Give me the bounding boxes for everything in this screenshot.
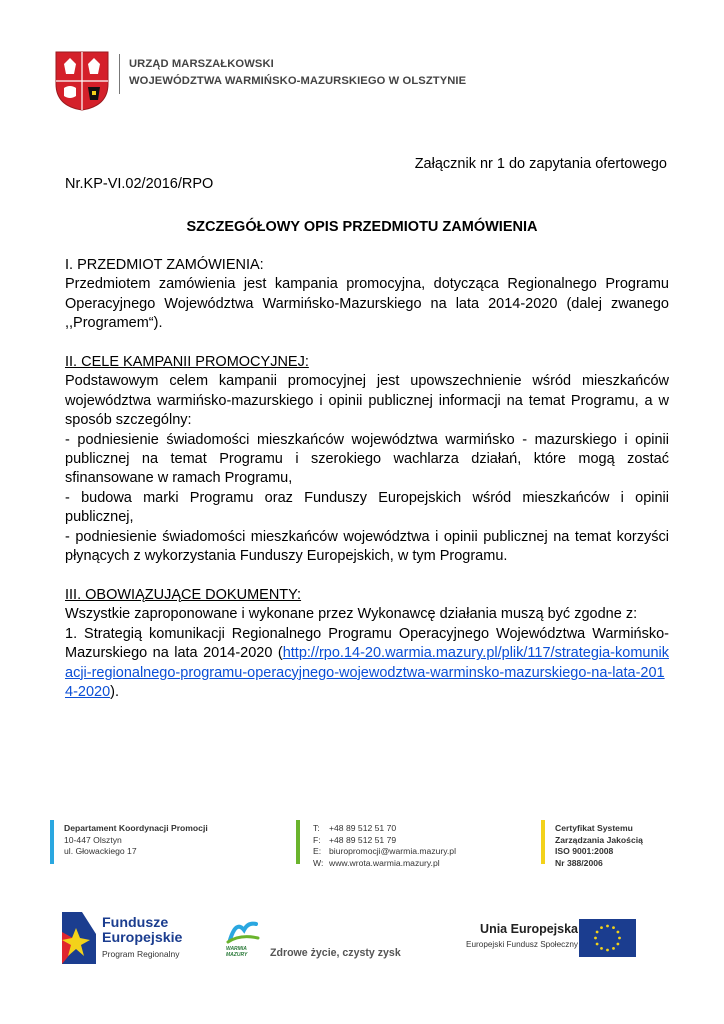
cert-line-1: Certyfikat Systemu — [555, 823, 633, 833]
footer-contact — [313, 823, 456, 869]
fe-star-icon — [62, 912, 98, 964]
footer-accent-bar-yellow — [541, 820, 545, 864]
footer-contact-phone: T: +48 89 512 51 70 — [313, 823, 397, 833]
footer-department-name: Departament Koordynacji Promocji — [64, 823, 208, 833]
section-2-bullet-2: - budowa marki Programu oraz Funduszy Europejskich wśród mieszkańców i opinii publicznej, — [65, 489, 669, 526]
section-3-heading: III. OBOWIĄZUJĄCE DOKUMENTY: — [65, 586, 302, 603]
footer-department — [64, 823, 208, 858]
section-2-bullet-1: - podniesienie świadomości mieszkańców województwa warmińsko - mazurskiego i opinii publicznej na temat Programu i szerokiego wachlarza działań, które mogą zostać sfinansowane w ramach Programu, — [65, 431, 669, 487]
fe-line-1: Fundusze — [102, 915, 169, 931]
section-3-item-1 — [65, 625, 669, 703]
section-2-intro: Podstawowym celem kampanii promocyjnej jest upowszechnienie wśród mieszkańców województwa warmińsko-mazurskiego i opinii publicznej informacji na temat Programu, a w sposób szczególny: — [65, 373, 669, 429]
website-link[interactable]: www.wrota.warmia.mazury.pl — [329, 857, 440, 868]
wm-slogan: Zdrowe życie, czysty zysk — [270, 947, 401, 959]
footer-accent-bar-blue — [50, 820, 54, 864]
cert-line-2: Zarządzania Jakością — [555, 834, 643, 845]
document-content — [65, 256, 669, 702]
warmia-mazury-logo — [222, 918, 412, 968]
footer-accent-bar-green — [296, 820, 300, 864]
section-2-bullet-3: - podniesienie świadomości mieszkańców województwa i opinii publicznej na temat korzyści płynących z wykorzystania Funduszy Europejskich, w tym Programu. — [65, 528, 669, 565]
eu-line-1: Unia Europejska — [480, 922, 578, 936]
document-title: SZCZEGÓŁOWY OPIS PRZEDMIOTU ZAMÓWIENIA — [186, 219, 538, 235]
wm-small-1: WARMIA — [226, 946, 247, 952]
footer-contact-web: W: www.wrota.warmia.mazury.pl — [313, 857, 440, 868]
fe-line-3: Program Regionalny — [102, 949, 180, 959]
attachment-label: Załącznik nr 1 do zapytania ofertowego — [414, 156, 667, 172]
header-divider — [119, 54, 120, 94]
eu-line-2: Europejski Fundusz Społeczny — [466, 940, 578, 949]
section-3-item-1-text: 1. Strategią komunikacji Regionalnego Programu Operacyjnego Województwa Warmińsko-Mazurskiego na lata 2014-2020 ( — [65, 625, 669, 662]
fundusze-europejskie-logo — [62, 910, 222, 970]
eu-flag-icon — [579, 919, 636, 957]
warmia-mazury-wave-icon — [226, 918, 260, 944]
email-link[interactable]: biuropromocji@warmia.mazury.pl — [329, 846, 457, 856]
cert-line-3: ISO 9001:2008 — [555, 846, 614, 856]
footer-department-city: 10-447 Olsztyn — [64, 834, 122, 845]
coat-of-arms-icon — [54, 50, 110, 112]
fe-line-2: Europejskie — [102, 930, 183, 946]
cert-line-4: Nr 388/2006 — [555, 857, 603, 868]
office-name — [129, 56, 466, 90]
wm-small-2: MAZURY — [226, 952, 248, 958]
footer-contact-email: E: biuropromocji@warmia.mazury.pl — [313, 846, 457, 856]
section-1-heading: I. PRZEDMIOT ZAMÓWIENIA: — [65, 257, 264, 273]
section-2-heading: II. CELE KAMPANII PROMOCYJNEJ: — [65, 354, 309, 371]
footer-department-street: ul. Głowackiego 17 — [64, 846, 137, 856]
footer-certificate — [555, 823, 643, 869]
footer-contact-fax: F: +48 89 512 51 79 — [313, 834, 397, 845]
eu-text-logo — [448, 922, 578, 949]
reference-number: Nr.KP-VI.02/2016/RPO — [65, 176, 214, 192]
office-name-line2: WOJEWÓDZTWA WARMIŃSKO-MAZURSKIEGO W OLSZTYNIE — [129, 75, 467, 87]
strategy-link[interactable]: http://rpo.14-20.warmia.mazury.pl/plik/117/strategia-komunikacji-regionalnego-programu-operacyjnego-wojewodztwa-warminsko-mazurskiego-na-lata-2014-2020 — [65, 645, 669, 700]
section-1-text: Przedmiotem zamówienia jest kampania promocyjna, dotycząca Regionalnego Programu Operacyjnego Województwa Warmińsko-Mazurskiego na lata 2014-2020 (dalej zwanego ,,Programem“). — [65, 276, 669, 332]
section-3-item-1-end: ). — [110, 683, 120, 700]
section-3-intro: Wszystkie zaproponowane i wykonane przez Wykonawcę działania muszą być zgodne z: — [65, 606, 638, 623]
office-name-line1: URZĄD MARSZAŁKOWSKI — [129, 58, 274, 70]
